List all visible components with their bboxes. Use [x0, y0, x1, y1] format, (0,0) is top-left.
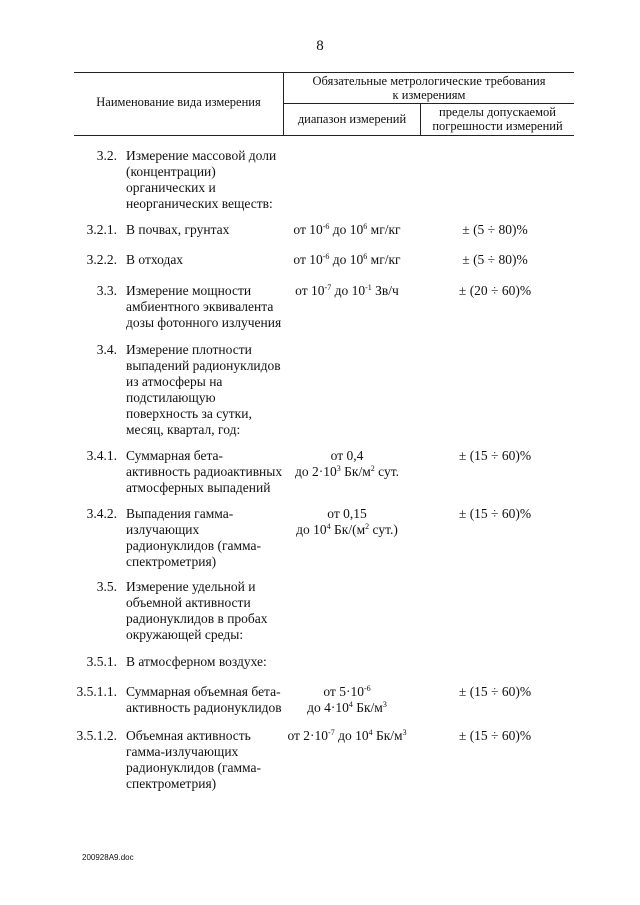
row-number: 3.2. — [96, 148, 117, 163]
header-requirements-line1: Обязательные метрологические требования — [312, 74, 546, 88]
row-number: 3.2.1. — [86, 222, 117, 237]
row-name: Объемная активность гамма-излучающих радионуклидов (гамма-спектрометрия) — [126, 728, 261, 791]
row-number: 3.5.1.2. — [76, 728, 117, 743]
row-number: 3.4. — [96, 342, 117, 357]
header-error-line1: пределы допускаемой — [439, 105, 556, 119]
row-name: Выпадения гамма-излучающих радионуклидов (гамма-спектрометрия) — [126, 506, 261, 569]
header-error-column — [421, 105, 574, 133]
row-range: от $10^{-6}$ до $10^6$ мг/кг — [293, 222, 401, 237]
row-range: от $10^{-7}$ до $10^{-1}$ Зв/ч — [295, 283, 399, 298]
row-range: от 0,4 до $2\cdot 10^3$ $Бк/м^2$ сут. — [295, 448, 399, 479]
header-requirements — [284, 74, 574, 102]
row-range: от $10^{-6}$ до $10^6$ мг/кг — [293, 252, 401, 267]
row-number: 3.4.1. — [86, 448, 117, 463]
row-number: 3.3. — [96, 283, 117, 298]
page-number: 8 — [316, 38, 324, 54]
row-name: Измерение плотности выпадений радионуклидов из атмосферы на подстилающую поверхность за сутки, месяц, квартал, год: — [126, 342, 281, 437]
row-number: 3.5.1.1. — [76, 684, 117, 699]
divider — [283, 103, 574, 104]
row-number: 3.5. — [96, 579, 117, 594]
row-name: Суммарная объемная бета-активность радионуклидов — [126, 684, 282, 715]
row-range: от $2\cdot 10^{-7}$ до $10^4$ $Бк/м^3$ — [287, 728, 407, 743]
row-number: 3.2.2. — [86, 252, 117, 267]
footer-filename: 200928A9.doc — [82, 853, 134, 862]
row-error: ± (5 ÷ 80)% — [462, 252, 528, 267]
header-error-line2: погрешности измерений — [432, 119, 563, 133]
row-number: 3.4.2. — [86, 506, 117, 521]
row-name: В отходах — [126, 252, 184, 267]
row-name: В почвах, грунтах — [126, 222, 230, 237]
row-error: ± (15 ÷ 60)% — [458, 506, 532, 521]
row-number: 3.5.1. — [86, 654, 117, 669]
header-range-column: диапазон измерений — [297, 112, 407, 126]
row-name: Измерение массовой доли (концентрации) органических и неорганических веществ: — [126, 148, 277, 211]
header-requirements-line2: к измерениям — [392, 88, 466, 102]
row-name: Измерение удельной и объемной активности радионуклидов в пробах окружающей среды: — [126, 579, 268, 642]
row-error: ± (15 ÷ 60)% — [458, 728, 532, 743]
row-range: от $5\cdot 10^{-6}$ до $4\cdot 10^4$ $Бк/м^3$ — [307, 684, 387, 715]
row-name: Измерение мощности амбиентного эквивалента дозы фотонного излучения — [126, 283, 282, 330]
row-name: В атмосферном воздухе: — [126, 654, 267, 669]
row-error: ± (15 ÷ 60)% — [458, 684, 532, 699]
table-header — [74, 72, 574, 136]
row-range: от 0,15 до $10^4$ $Бк/(м^2$ сут.) — [296, 506, 398, 537]
row-error: ± (20 ÷ 60)% — [458, 283, 532, 298]
row-name: Суммарная бета-активность радиоактивных атмосферных выпадений — [126, 448, 283, 495]
row-error: ± (15 ÷ 60)% — [458, 448, 532, 463]
row-error: ± (5 ÷ 80)% — [462, 222, 528, 237]
header-name-column: Наименование вида измерения — [96, 95, 261, 109]
